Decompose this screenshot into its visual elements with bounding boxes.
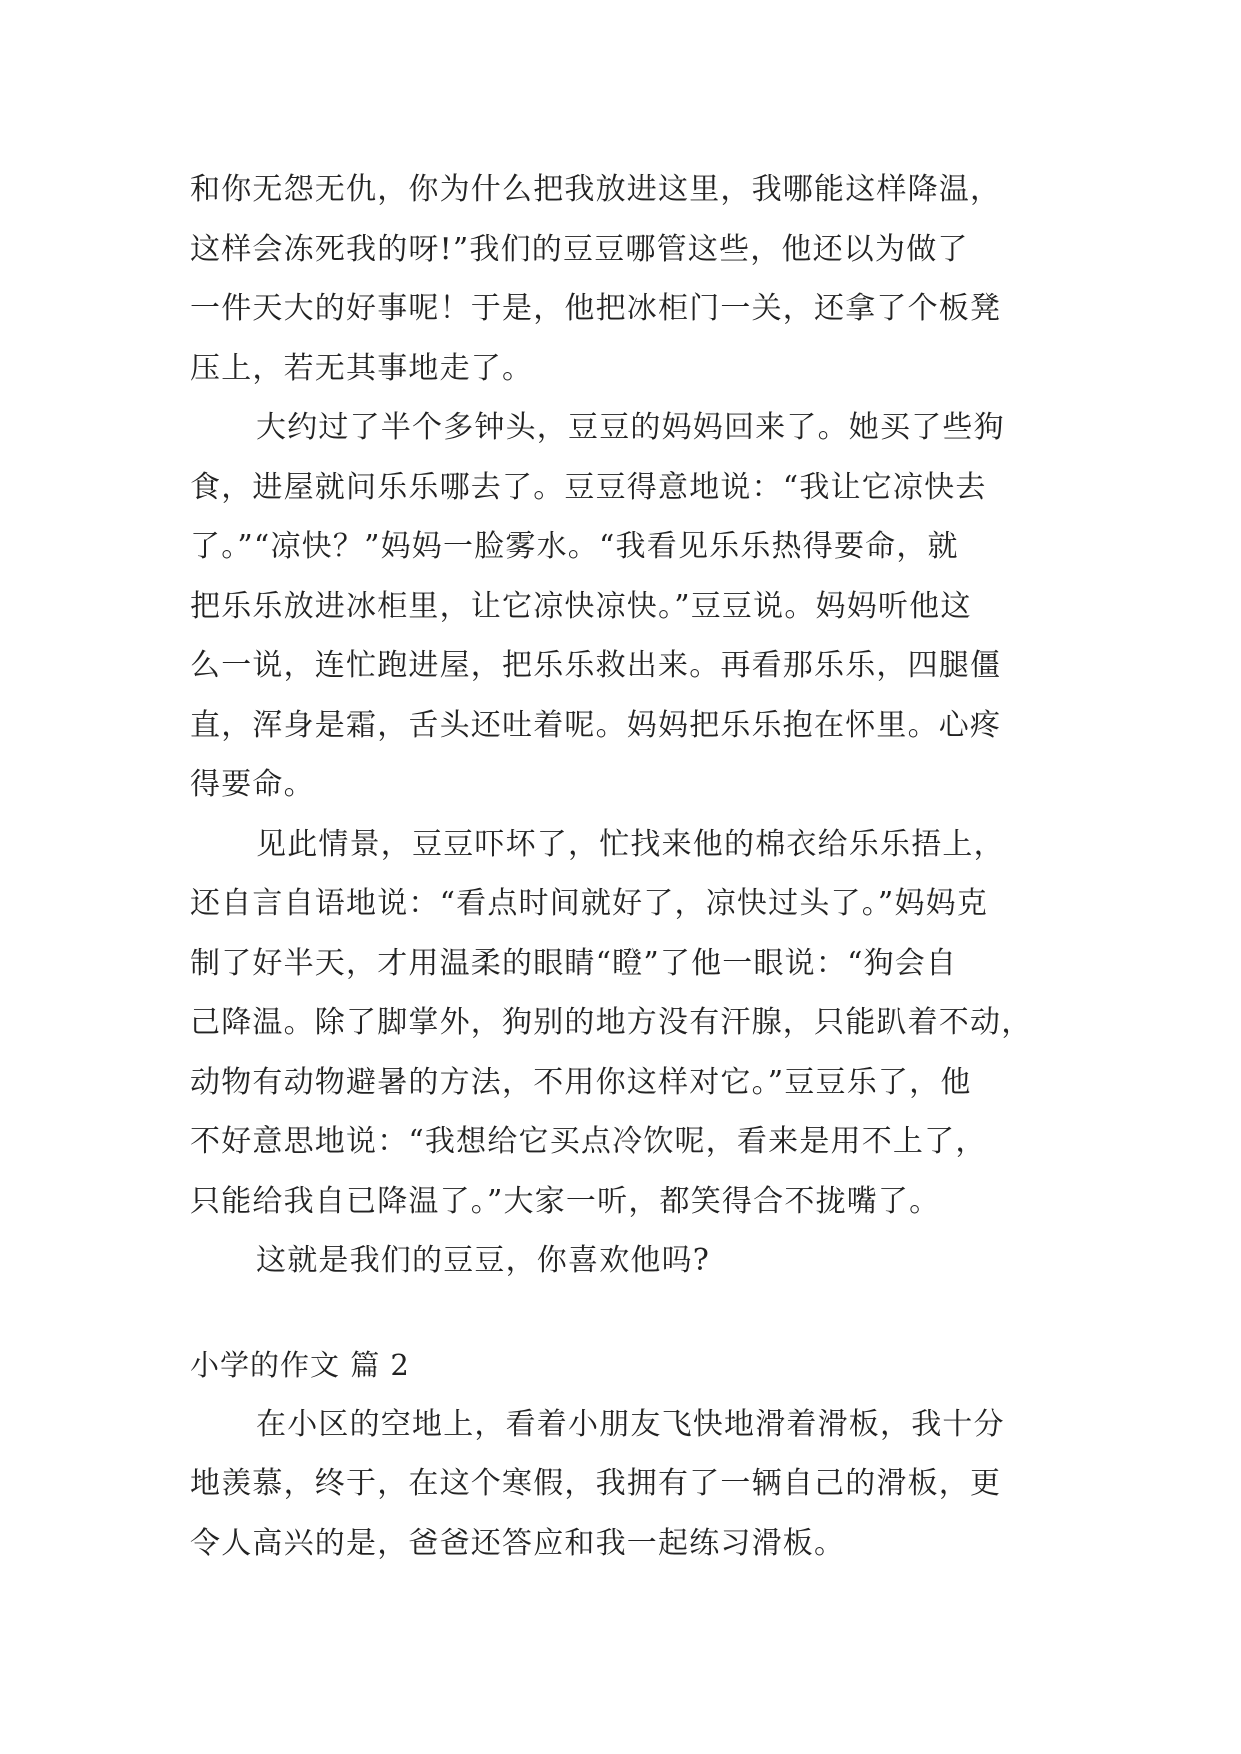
section-title: 小学的作文 篇 2	[190, 1347, 410, 1382]
text-line: 么一说，连忙跑进屋，把乐乐救出来。再看那乐乐，四腿僵	[190, 648, 1002, 683]
text-line: 动物有动物避暑的方法，不用你这样对它。”豆豆乐了，他	[190, 1064, 972, 1100]
text-line: 和你无怨无仇，你为什么把我放进这里，我哪能这样降温，	[190, 172, 1002, 207]
text-line: 大约过了半个多钟头，豆豆的妈妈回来了。她买了些狗	[256, 410, 1005, 445]
paragraph-closing	[190, 1231, 1060, 1291]
text-line: 地羡慕，终于，在这个寒假，我拥有了一辆自己的滑板，更	[190, 1466, 1002, 1501]
paragraph-continuation	[190, 160, 1060, 398]
text-line: 己降温。除了脚掌外，狗别的地方没有汗腺，只能趴着不动，	[190, 1005, 1033, 1040]
text-line: 一件天大的好事呢！于是，他把冰柜门一关，还拿了个板凳	[190, 291, 1002, 326]
paragraph-skateboard	[190, 1395, 1060, 1574]
text-line: 这样会冻死我的呀!”我们的豆豆哪管这些，他还以为做了	[190, 231, 969, 267]
text-line: 不好意思地说：“我想给它买点冷饮呢，看来是用不上了，	[190, 1124, 987, 1159]
text-line: 只能给我自已降温了。”大家一听，都笑得合不拢嘴了。	[190, 1183, 941, 1219]
text-line: 得要命。	[190, 767, 315, 802]
document-body	[190, 160, 1060, 1573]
text-line: 直，浑身是霜，舌头还吐着呢。妈妈把乐乐抱在怀里。心疼	[190, 707, 1002, 743]
text-line: 见此情景，豆豆吓坏了，忙找来他的棉衣给乐乐捂上，	[256, 826, 1005, 862]
text-line: 这就是我们的豆豆，你喜欢他吗?	[256, 1243, 711, 1278]
text-line: 把乐乐放进冰柜里，让它凉快凉快。”豆豆说。妈妈听他这	[190, 588, 972, 624]
text-line: 制了好半天，才用温柔的眼睛“瞪”了他一眼说：“狗会自	[190, 945, 958, 981]
paragraph-mom-returns	[190, 398, 1060, 815]
paragraph-scene	[190, 815, 1060, 1232]
text-line: 在小区的空地上，看着小朋友飞快地滑着滑板，我十分	[256, 1406, 1005, 1442]
text-line: 还自言自语地说：“看点时间就好了，凉快过头了。”妈妈克	[190, 886, 989, 921]
text-line: 压上，若无其事地走了。	[190, 350, 534, 386]
text-line: 食，进屋就问乐乐哪去了。豆豆得意地说：“我让它凉快去	[190, 469, 987, 505]
text-line: 令人高兴的是，爸爸还答应和我一起练习滑板。	[190, 1525, 846, 1561]
text-line: 了。”“凉快？”妈妈一脸雾水。“我看见乐乐热得要命，就	[190, 529, 959, 564]
